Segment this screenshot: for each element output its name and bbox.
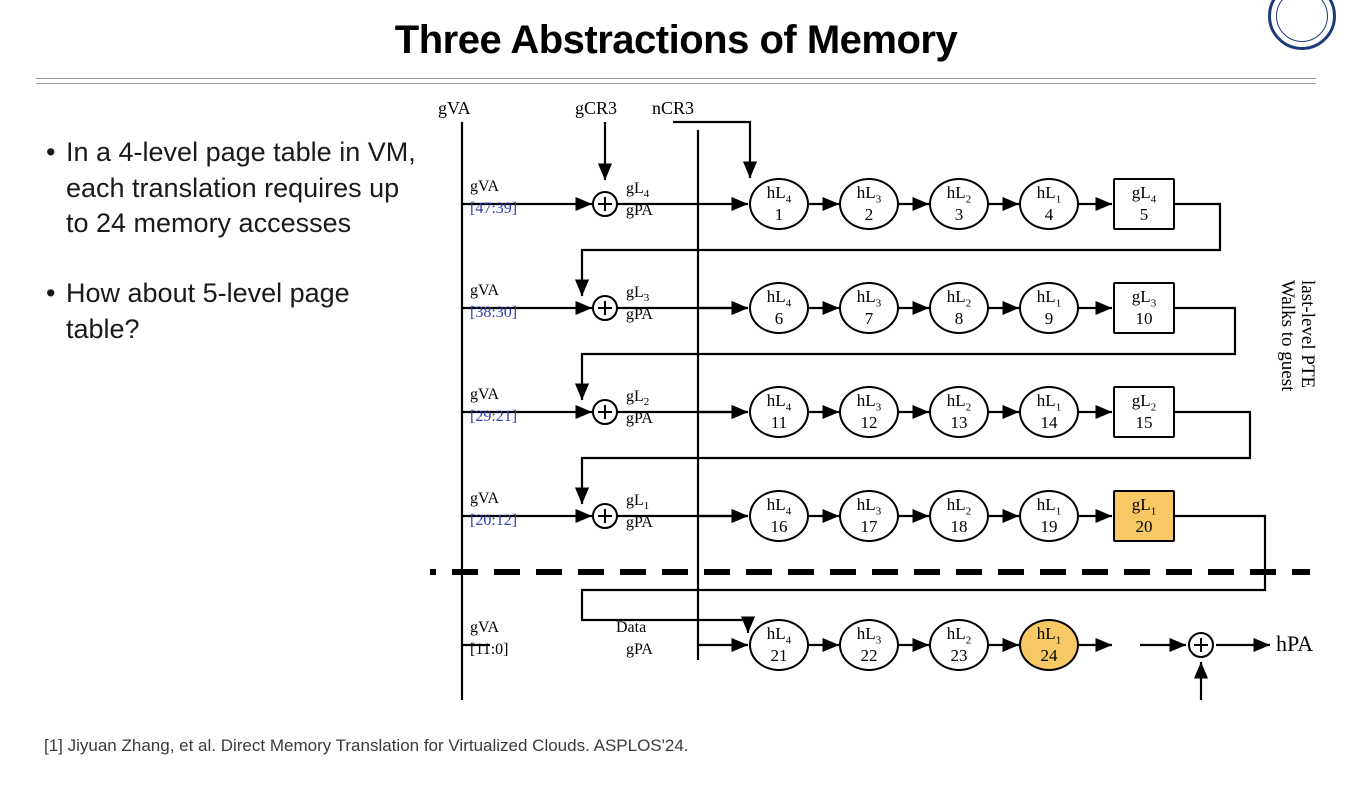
page-walk-diagram — [430, 98, 1318, 700]
adder-icon — [592, 503, 618, 529]
row-mid-bottom: gPA — [626, 514, 653, 531]
node-hl1-14: $hL_1$ 14 — [1019, 386, 1079, 438]
node-hl2-8: $hL_2$ 8 — [929, 282, 989, 334]
row-gva-label: gVA — [470, 282, 500, 299]
adder-icon — [1188, 632, 1214, 658]
row-mid-top: $gL_2$ — [626, 388, 650, 409]
node-gl2-15: $gL_2$ 15 — [1113, 386, 1175, 438]
row-bits-label: [20:12] — [470, 512, 518, 529]
row-mid-top: $gL_1$ — [626, 492, 650, 513]
citation-footnote: [1] Jiyuan Zhang, et al. Direct Memory Translation for Virtualized Clouds. ASPLOS'24. — [44, 736, 689, 755]
row-gva-label: gVA — [470, 386, 500, 403]
node-hl2-23: $hL_2$ 23 — [929, 619, 989, 671]
seal-inner-ring — [1276, 0, 1328, 42]
node-hl4-21: $hL_4$ 21 — [749, 619, 809, 671]
adder-icon — [592, 191, 618, 217]
row-mid-bottom: gPA — [626, 641, 653, 658]
row-mid-top: $gL_4$ — [626, 180, 650, 201]
row-bits-label: [38:30] — [470, 304, 518, 321]
node-hl4-6: $hL_4$ 6 — [749, 282, 809, 334]
row-mid-bottom: gPA — [626, 410, 653, 427]
label-gcr3: gCR3 — [575, 98, 618, 118]
node-hl3-12: $hL_3$ 12 — [839, 386, 899, 438]
node-hl2-3: $hL_2$ 3 — [929, 178, 989, 230]
node-hl2-13: $hL_2$ 13 — [929, 386, 989, 438]
row-mid-bottom: gPA — [626, 306, 653, 323]
node-hl4-1: $hL_4$ 1 — [749, 178, 809, 230]
row-gva-label: gVA — [470, 490, 500, 507]
label-ncr3: nCR3 — [652, 98, 695, 118]
label-hpa: hPA — [1276, 631, 1314, 656]
label-gva-top: gVA — [438, 98, 471, 118]
row-mid-top: $gL_3$ — [626, 284, 650, 305]
node-hl1-24: $hL_1$ 24 — [1019, 619, 1079, 671]
node-hl1-9: $hL_1$ 9 — [1019, 282, 1079, 334]
row-mid-top: Data — [616, 619, 647, 636]
node-hl3-7: $hL_3$ 7 — [839, 282, 899, 334]
node-hl2-18: $hL_2$ 18 — [929, 490, 989, 542]
node-hl3-22: $hL_3$ 22 — [839, 619, 899, 671]
node-gl3-10: $gL_3$ 10 — [1113, 282, 1175, 334]
node-hl3-2: $hL_3$ 2 — [839, 178, 899, 230]
list-item: • How about 5-level page table? — [44, 276, 424, 347]
title-divider — [36, 78, 1316, 84]
page-title: Three Abstractions of Memory — [394, 18, 958, 62]
node-gl4-5: $gL_4$ 5 — [1113, 178, 1175, 230]
row-bits-label: [29:21] — [470, 408, 518, 425]
node-hl4-11: $hL_4$ 11 — [749, 386, 809, 438]
node-gl1-20: $gL_1$ 20 — [1113, 490, 1175, 542]
node-hl3-17: $hL_3$ 17 — [839, 490, 899, 542]
adder-icon — [592, 295, 618, 321]
node-hl4-16: $hL_4$ 16 — [749, 490, 809, 542]
row-bits-label: [11:0] — [470, 641, 509, 658]
side-label-line2: last-level PTE — [1297, 280, 1318, 389]
node-hl1-4: $hL_1$ 4 — [1019, 178, 1079, 230]
row-mid-bottom: gPA — [626, 202, 653, 219]
row-bits-label: [47:39] — [470, 200, 518, 217]
bullet-list — [44, 135, 424, 381]
side-label-line1: Walks to guest — [1277, 280, 1298, 392]
row-gva-label: gVA — [470, 619, 500, 636]
list-item: • In a 4-level page table in VM, each translation requires up to 24 memory accesses — [44, 135, 424, 242]
node-hl1-19: $hL_1$ 19 — [1019, 490, 1079, 542]
adder-icon — [592, 399, 618, 425]
row-gva-label: gVA — [470, 178, 500, 195]
